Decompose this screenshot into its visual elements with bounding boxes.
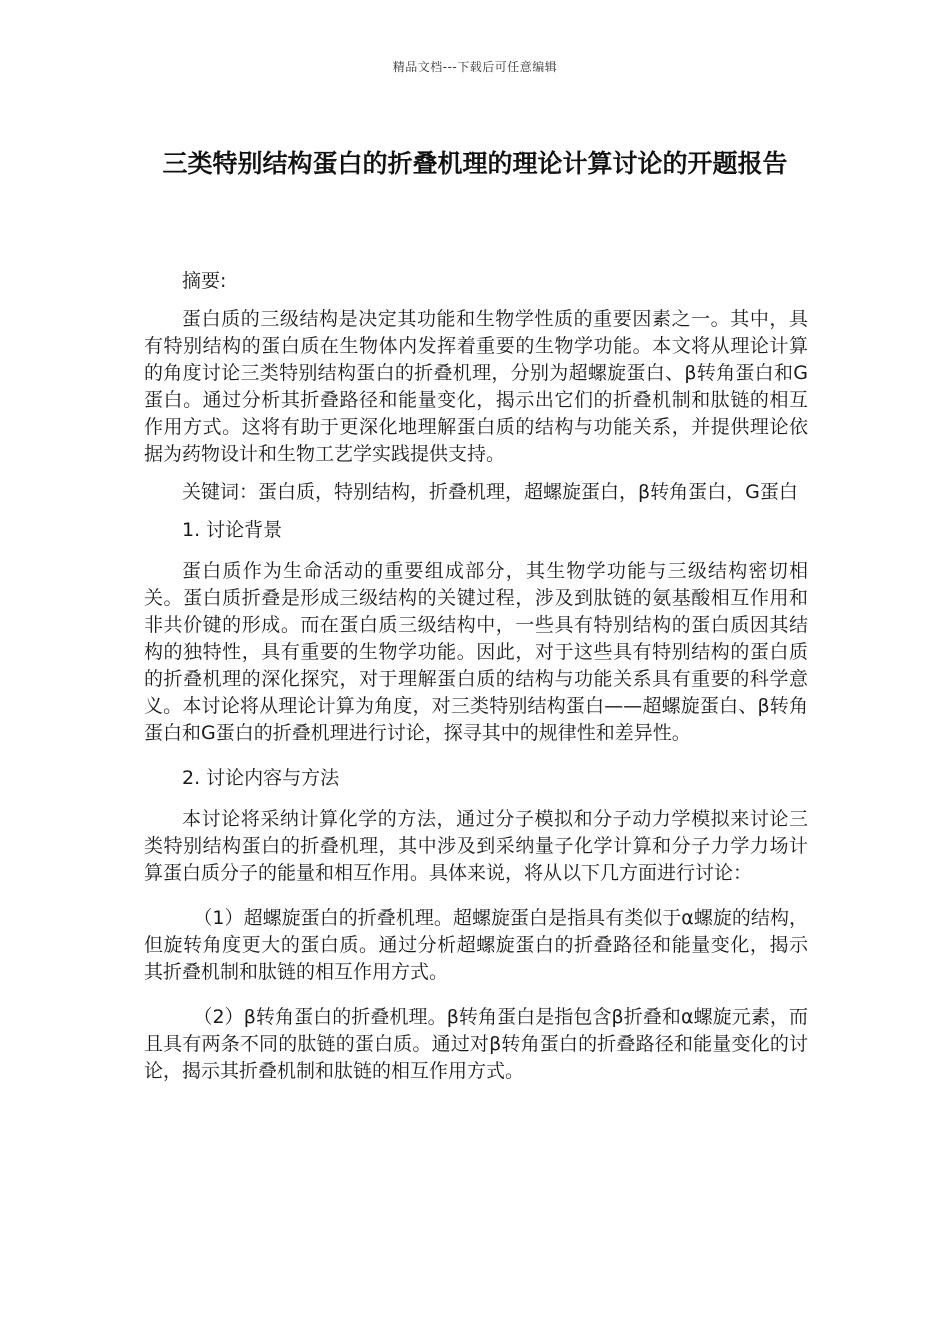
- keywords-paragraph: 关键词：蛋白质，特别结构，折叠机理，超螺旋蛋白，β转角蛋白，G蛋白: [182, 481, 798, 503]
- header-note: 精品文档---下载后可任意编辑: [392, 60, 558, 74]
- abstract-label: 摘要:: [182, 270, 227, 292]
- document-body: [144, 268, 808, 1096]
- list-item-2: （2）β转角蛋白的折叠机理。β转角蛋白是指包含β折叠和α螺旋元素，而且具有两条不同的肽链的蛋白质。通过对β转角蛋白的折叠路径和能量变化的讨论，揭示其折叠机制和肽链的相互作用方式。: [144, 1006, 808, 1082]
- section-2-heading: 2. 讨论内容与方法: [182, 767, 340, 789]
- section-2-paragraph: 本讨论将采纳计算化学的方法，通过分子模拟和分子动力学模拟来讨论三类特别结构蛋白的折叠机理，其中涉及到采纳量子化学计算和分子力学力场计算蛋白质分子的能量和相互作用。具体来说，将从以下几方面进行讨论：: [144, 808, 808, 884]
- section-1-paragraph: 蛋白质作为生命活动的重要组成部分，其生物学功能与三级结构密切相关。蛋白质折叠是形成三级结构的关键过程，涉及到肽链的氨基酸相互作用和非共价键的形成。而在蛋白质三级结构中，一些具有特别结构的蛋白质因其结构的独特性，具有重要的生物学功能。因此，对于这些具有特别结构的蛋白质的折叠机理的深化探究，对于理解蛋白质的结构与功能关系具有重要的科学意义。本讨论将从理论计算为角度，对三类特别结构蛋白——超螺旋蛋白、β转角蛋白和G蛋白的折叠机理进行讨论，探寻其中的规律性和差异性。: [144, 560, 808, 744]
- section-1-heading: 1. 讨论背景: [182, 519, 283, 541]
- document-title: 三类特别结构蛋白的折叠机理的理论计算讨论的开题报告: [162, 149, 788, 178]
- abstract-paragraph: 蛋白质的三级结构是决定其功能和生物学性质的重要因素之一。其中，具有特别结构的蛋白质在生物体内发挥着重要的生物学功能。本文将从理论计算的角度讨论三类特别结构蛋白的折叠机理，分别为超螺旋蛋白、β转角蛋白和G蛋白。通过分析其折叠路径和能量变化，揭示出它们的折叠机制和肽链的相互作用方式。这将有助于更深化地理解蛋白质的结构与功能关系，并提供理论依据为药物设计和生物工艺学实践提供支持。: [144, 308, 808, 465]
- list-item-1: （1）超螺旋蛋白的折叠机理。超螺旋蛋白是指具有类似于α螺旋的结构，但旋转角度更大的蛋白质。通过分析超螺旋蛋白的折叠路径和能量变化，揭示其折叠机制和肽链的相互作用方式。: [144, 907, 808, 983]
